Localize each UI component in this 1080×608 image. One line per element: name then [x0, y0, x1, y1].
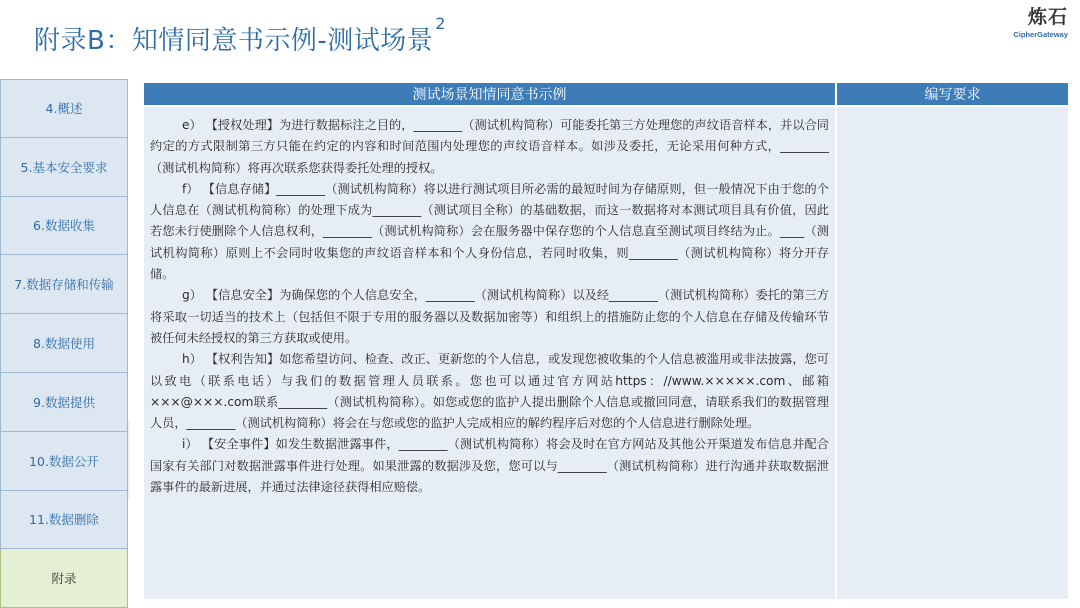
page-title-text: 附录B：知情同意书示例-测试场景: [34, 26, 434, 56]
sidebar-item-storage-transfer[interactable]: 7.数据存储和传输: [0, 255, 128, 314]
page-title: [34, 14, 446, 57]
sidebar-item-data-collection[interactable]: 6.数据收集: [0, 197, 128, 256]
sidebar-item-data-disclosure[interactable]: 10.数据公开: [0, 432, 128, 491]
logo-chinese-text: 炼石: [1027, 6, 1068, 28]
consent-text-cell: [144, 107, 837, 599]
paragraph-information-security: g） 【信息安全】为确保您的个人信息安全，________（测试机构简称）以及经________（测试机构简称）委托的第三方将采取一切适当的技术上（包括但不限于专用的服务器以及数据加密等）和组织上的措施防止您的个人信息在存储及传输环节被任何未经授权的第三方获取或使用。: [150, 288, 829, 345]
logo-english-text: CipherGateway: [1013, 30, 1068, 39]
paragraph-authorized-processing: e） 【授权处理】为进行数据标注之目的，________（测试机构简称）可能委托第三方处理您的声纹语音样本，并以合同约定的方式限制第三方只能在约定的内容和时间范围内处理您的声纹语音样本。如涉及委托，无论采用何种方式，________（测试机构简称）将再次联系您获得委托处理的授权。: [150, 118, 829, 175]
header-consent-example: 测试场景知情同意书示例: [144, 83, 837, 105]
table-body-row: [144, 107, 1068, 599]
sidebar-item-basic-security[interactable]: 5.基本安全要求: [0, 138, 128, 197]
requirements-cell: [837, 107, 1068, 599]
paragraph-security-incident: i） 【安全事件】如发生数据泄露事件，________（测试机构简称）将会及时在官方网站及其他公开渠道发布信息并配合国家有关部门对数据泄露事件进行处理。如果泄露的数据涉及您，您可以与________（测试机构简称）进行沟通并获取数据泄露事件的最新进展，并通过法律途径获得相应赔偿。: [150, 437, 829, 495]
table-header-row: [144, 83, 1068, 105]
paragraph-rights-notice: h） 【权利告知】如您希望访问、检查、改正、更新您的个人信息，或发现您被收集的个人信息被滥用或非法披露，您可以致电（联系电话）与我们的数据管理人员联系。您也可以通过官方网站https：//www.×××××.com、邮箱×××@×××.com联系________（测试机构简称）。如您或您的监护人提出删除个人信息或撤回同意，请联系我们的数据管理人员，________（测试机构简称）将会在与您或您的监护人完成相应的解约程序后对您的个人信息进行删除处理。: [150, 352, 829, 431]
paragraph-information-storage: f） 【信息存储】________（测试机构简称）将以进行测试项目所必需的最短时间为存储原则，但一般情况下由于您的个人信息在（测试机构简称）的处理下成为________（测试项目全称）的基础数据，而这一数据将对本测试项目具有价值，因此若您未行使删除个人信息权利，________（测试机构简称）会在服务器中保存您的个人信息直至测试项目终结为止。____（测试机构简称）原则上不会同时收集您的声纹语音样本和个人身份信息，若同时收集，则________（测试机构简称）将分开存储。: [150, 181, 829, 282]
sidebar-item-data-use[interactable]: 8.数据使用: [0, 314, 128, 373]
consent-table: [144, 83, 1068, 597]
company-logo: [998, 6, 1068, 39]
page-title-superscript: 2: [435, 14, 446, 34]
section-sidebar: [0, 79, 128, 608]
sidebar-item-overview[interactable]: 4.概述: [0, 79, 128, 138]
header-requirements: 编写要求: [837, 83, 1068, 105]
sidebar-item-appendix[interactable]: 附录: [0, 549, 128, 608]
sidebar-item-data-deletion[interactable]: 11.数据删除: [0, 491, 128, 550]
sidebar-item-data-provision[interactable]: 9.数据提供: [0, 373, 128, 432]
